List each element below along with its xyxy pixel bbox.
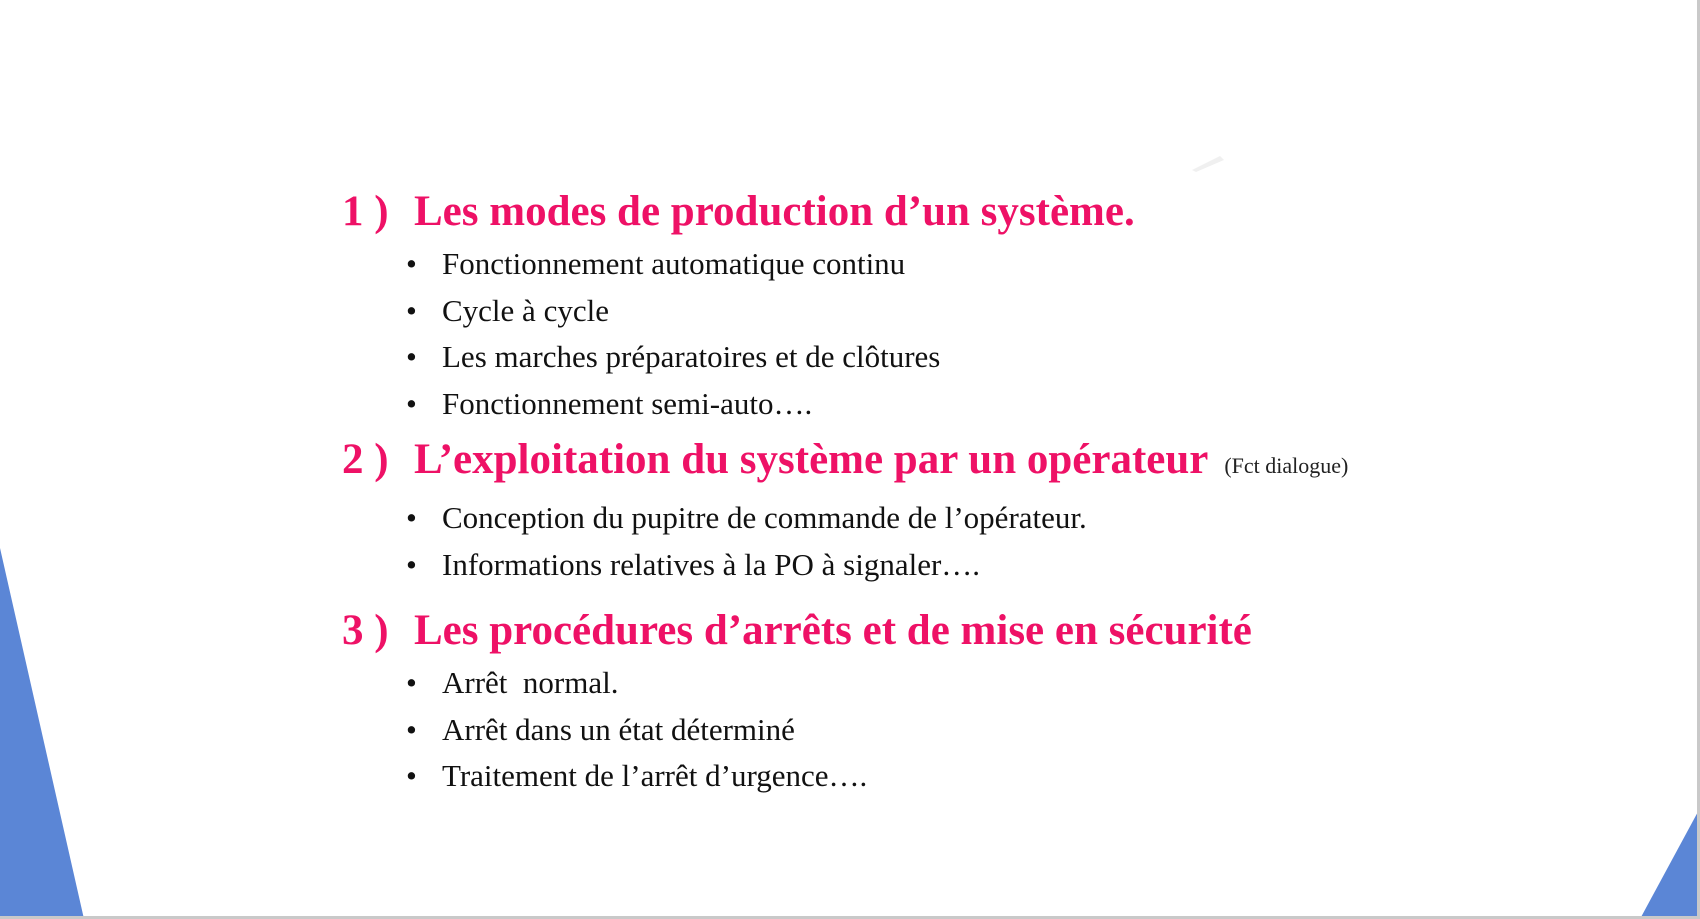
- section-3-title: Les procédures d’arrêts et de mise en sécurité: [414, 607, 1252, 654]
- section-1-list: [342, 241, 1642, 427]
- section-1-number: 1 ): [342, 188, 389, 235]
- list-item: • Fonctionnement semi-auto….: [406, 381, 1642, 428]
- section-2-list: [342, 495, 1642, 588]
- list-item: • Fonctionnement automatique continu: [406, 241, 1642, 288]
- section-1-title: Les modes de production d’un système.: [414, 188, 1135, 235]
- section-3: [342, 602, 1642, 800]
- section-2-title: L’exploitation du système par un opérateur: [414, 436, 1208, 483]
- list-item: • Cycle à cycle: [406, 288, 1642, 335]
- section-1-heading: [342, 183, 1642, 241]
- section-1: [342, 183, 1642, 427]
- right-blue-triangle: [1640, 808, 1700, 919]
- left-blue-triangle: [0, 548, 84, 919]
- list-item: • Informations relatives à la PO à signaler….: [406, 542, 1642, 589]
- section-2-number: 2 ): [342, 436, 389, 483]
- section-2-note: (Fct dialogue): [1224, 453, 1349, 478]
- faint-mark: [1192, 156, 1224, 172]
- slide-content: [342, 183, 1642, 800]
- section-3-number: 3 ): [342, 607, 389, 654]
- section-2-heading: [342, 431, 1642, 495]
- section-3-heading: [342, 602, 1642, 660]
- list-item: • Arrêt normal.: [406, 660, 1642, 707]
- list-item: • Conception du pupitre de commande de l’opérateur.: [406, 495, 1642, 542]
- list-item: • Traitement de l’arrêt d’urgence….: [406, 753, 1642, 800]
- section-2: [342, 431, 1642, 588]
- section-3-list: [342, 660, 1642, 800]
- list-item: • Les marches préparatoires et de clôtures: [406, 334, 1642, 381]
- list-item: • Arrêt dans un état déterminé: [406, 707, 1642, 754]
